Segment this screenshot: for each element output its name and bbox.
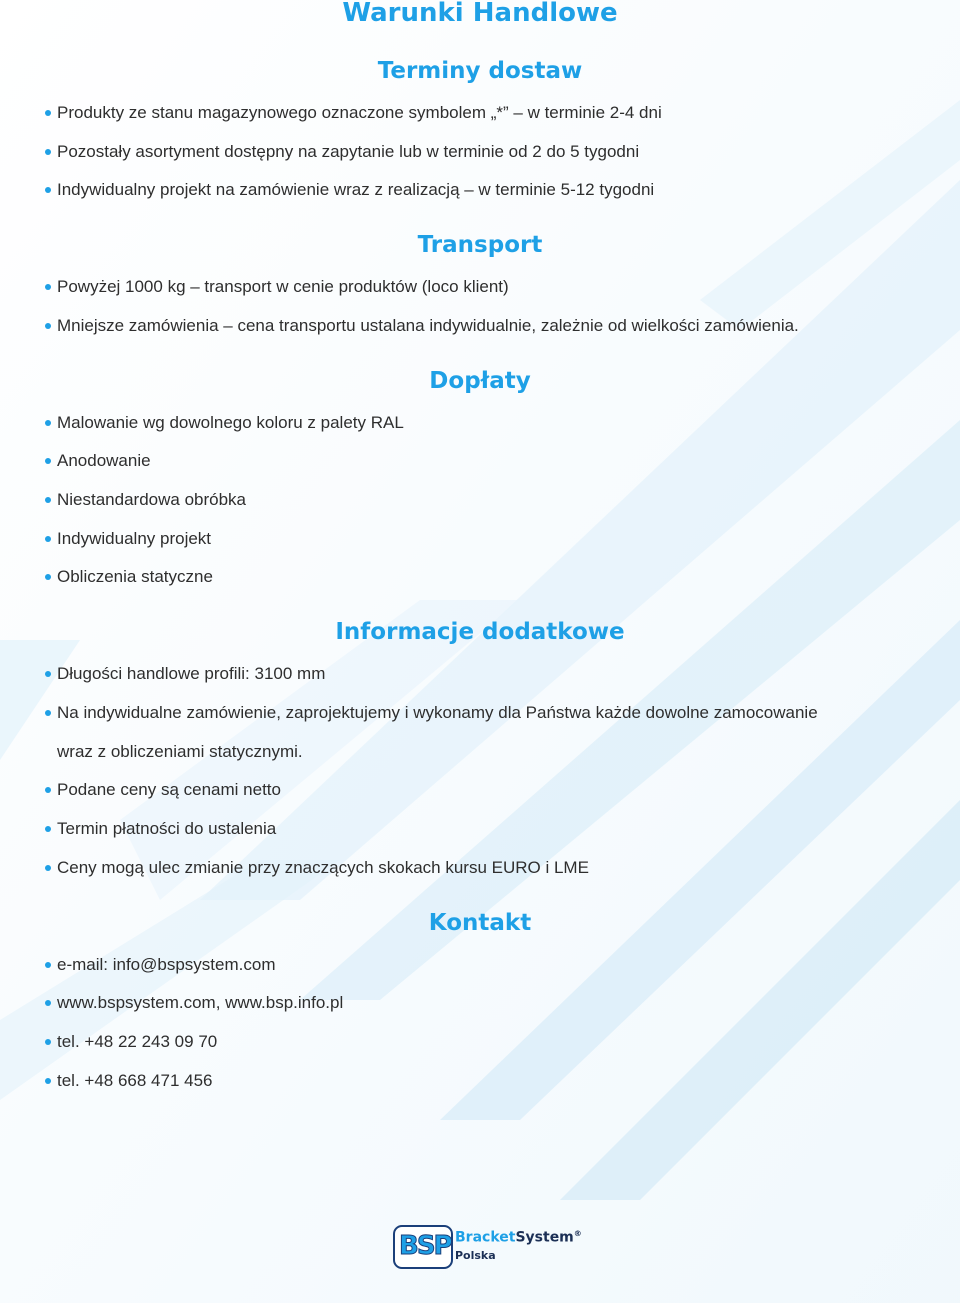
- section-heading-doplaty: Dopłaty: [429, 368, 531, 394]
- logo-name: BracketSystem®: [455, 1229, 582, 1246]
- logo-subtitle: Polska: [455, 1249, 496, 1262]
- page-title: Warunki Handlowe: [342, 0, 618, 28]
- section-heading-transport: Transport: [417, 232, 543, 258]
- logo-mark: BSP: [399, 1231, 451, 1261]
- bullet-icon: [45, 536, 51, 542]
- bullet-icon: [45, 323, 51, 329]
- company-logo: [393, 1225, 582, 1269]
- bullet-icon: [45, 865, 51, 871]
- bullet-icon: [45, 110, 51, 116]
- bullet-icon: [45, 787, 51, 793]
- bullet-icon: [45, 710, 51, 716]
- bullet-icon: [45, 187, 51, 193]
- section-heading-kontakt: Kontakt: [428, 910, 532, 936]
- list-item-continuation: wraz z obliczeniami statycznymi.: [57, 742, 303, 761]
- bullet-icon: [45, 826, 51, 832]
- bullet-icon: [45, 1039, 51, 1045]
- bullet-icon: [45, 149, 51, 155]
- bullet-icon: [45, 1078, 51, 1084]
- bullet-icon: [45, 458, 51, 464]
- bullet-icon: [45, 671, 51, 677]
- bullet-icon: [45, 284, 51, 290]
- section-heading-informacje: Informacje dodatkowe: [335, 619, 625, 645]
- bullet-icon: [45, 497, 51, 503]
- bullet-icon: [45, 1000, 51, 1006]
- bullet-icon: [45, 420, 51, 426]
- bullet-icon: [45, 962, 51, 968]
- logo-badge: [393, 1225, 453, 1269]
- bullet-icon: [45, 574, 51, 580]
- section-heading-terminy: Terminy dostaw: [377, 58, 583, 84]
